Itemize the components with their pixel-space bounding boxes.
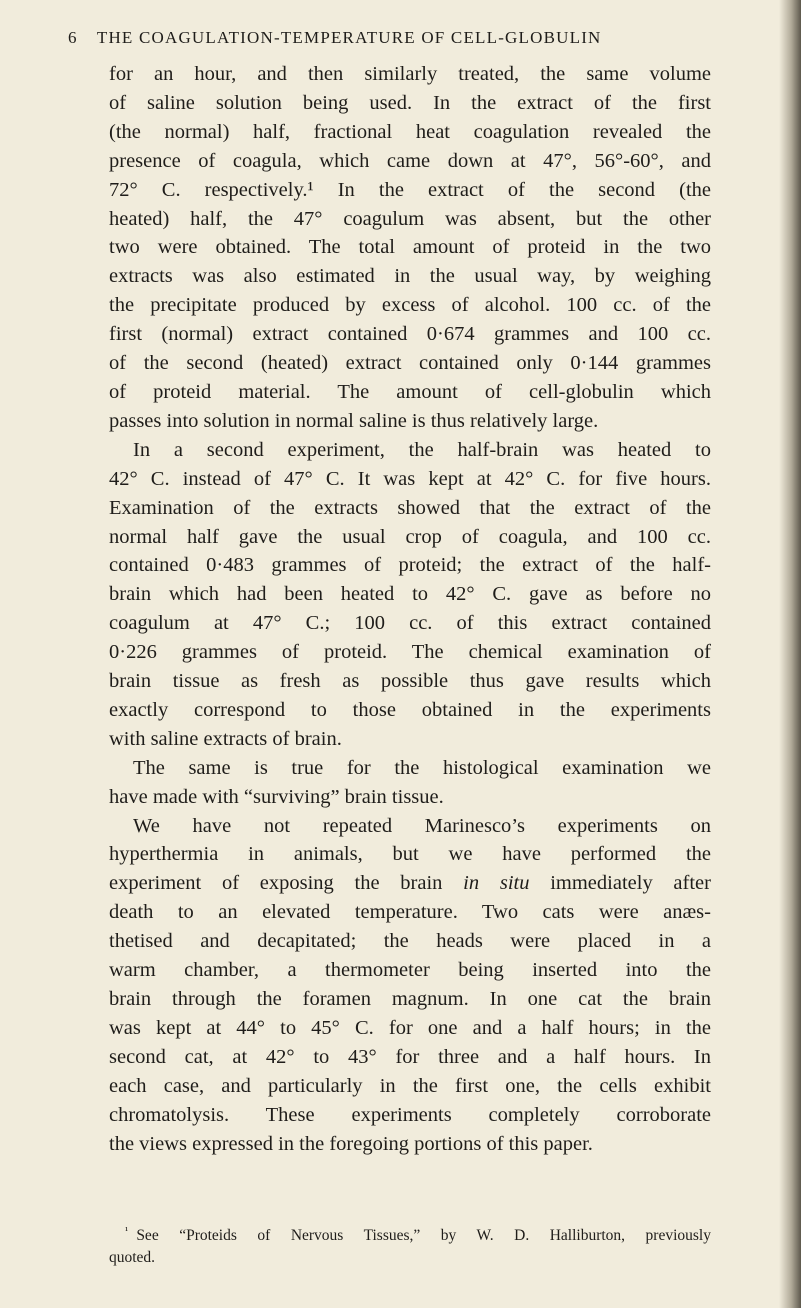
- text-line: 72° C. respectively.¹ In the extract of the second (the: [109, 178, 711, 201]
- text-line: each case, and particularly in the first one, the cells exhibit: [109, 1074, 711, 1097]
- paragraph-3: [109, 754, 711, 812]
- text-line: was kept at 44° to 45° C. for one and a half hours; in the: [109, 1016, 711, 1039]
- text-line: have made with “surviving” brain tissue.: [109, 785, 444, 808]
- text-line: contained 0·483 grammes of proteid; the extract of the half-: [109, 554, 711, 577]
- text-fragment: experiment of exposing the brain: [109, 872, 464, 895]
- body-text: [109, 60, 711, 1158]
- text-line: thetised and decapitated; the heads were placed in a: [109, 930, 711, 953]
- text-line: 42° C. instead of 47° C. It was kept at 42° C. for five hours.: [109, 467, 711, 490]
- running-title: THE COAGULATION-TEMPERATURE OF CELL-GLOBULIN: [96, 28, 602, 47]
- text-line: first (normal) extract contained 0·674 grammes and 100 cc.: [109, 323, 711, 346]
- text-line: (the normal) half, fractional heat coagulation revealed the: [109, 120, 711, 143]
- text-line: brain tissue as fresh as possible thus gave results which: [109, 670, 711, 693]
- text-fragment: immediately after: [529, 872, 711, 895]
- text-line: [109, 869, 711, 898]
- text-line: for an hour, and then similarly treated, the same volume: [109, 63, 711, 85]
- text-line: brain which had been heated to 42° C. gave as before no: [109, 583, 711, 606]
- text-line: the views expressed in the foregoing portions of this paper.: [109, 1132, 593, 1155]
- text-line: In a second experiment, the half-brain was heated to: [133, 438, 711, 461]
- text-line: passes into solution in normal saline is thus relatively large.: [109, 409, 599, 432]
- footnote: [109, 1220, 711, 1269]
- text-line: exactly correspond to those obtained in the experiments: [109, 698, 711, 721]
- text-line: presence of coagula, which came down at 47°, 56°-60°, and: [109, 149, 711, 172]
- text-line: We have not repeated Marinesco’s experiments on: [133, 814, 711, 837]
- text-line: brain through the foramen magnum. In one cat the brain: [109, 988, 711, 1010]
- footnote-mark: ¹: [125, 1225, 129, 1237]
- italic-phrase: in situ: [463, 872, 530, 895]
- text-line: Examination of the extracts showed that the extract of the: [109, 496, 711, 519]
- running-head: [68, 28, 708, 48]
- page-number: 6: [68, 28, 78, 47]
- text-line: The same is true for the histological examination we: [133, 756, 711, 779]
- text-line: chromatolysis. These experiments completely corroborate: [109, 1103, 711, 1126]
- text-line: normal half gave the usual crop of coagula, and 100 cc.: [109, 525, 711, 548]
- text-line: death to an elevated temperature. Two cats were anæs-: [109, 901, 711, 924]
- text-line: the precipitate produced by excess of alcohol. 100 cc. of the: [109, 294, 711, 317]
- paragraph-2: [109, 436, 711, 754]
- footnote-text: quoted.: [109, 1249, 156, 1267]
- paragraph-4: [109, 812, 711, 1159]
- text-line: hyperthermia in animals, but we have performed the: [109, 843, 711, 866]
- page-edge-shadow: [779, 0, 801, 1308]
- text-line: warm chamber, a thermometer being inserted into the: [109, 959, 711, 982]
- text-line: with saline extracts of brain.: [109, 727, 342, 750]
- text-line: 0·226 grammes of proteid. The chemical examination of: [109, 641, 711, 664]
- text-line: two were obtained. The total amount of proteid in the two: [109, 236, 711, 259]
- text-line: of proteid material. The amount of cell-globulin which: [109, 380, 711, 403]
- text-line: of saline solution being used. In the extract of the first: [109, 91, 711, 114]
- text-line: heated) half, the 47° coagulum was absent, but the other: [109, 207, 711, 230]
- text-line: extracts was also estimated in the usual way, by weighing: [109, 265, 711, 288]
- text-line: second cat, at 42° to 43° for three and a half hours. In: [109, 1045, 711, 1068]
- footnote-text: See “Proteids of Nervous Tissues,” by W. D. Halliburton, previously: [136, 1227, 711, 1245]
- text-line: of the second (heated) extract contained only 0·144 grammes: [109, 352, 711, 375]
- paragraph-1: [109, 60, 711, 436]
- text-line: coagulum at 47° C.; 100 cc. of this extract contained: [109, 612, 711, 635]
